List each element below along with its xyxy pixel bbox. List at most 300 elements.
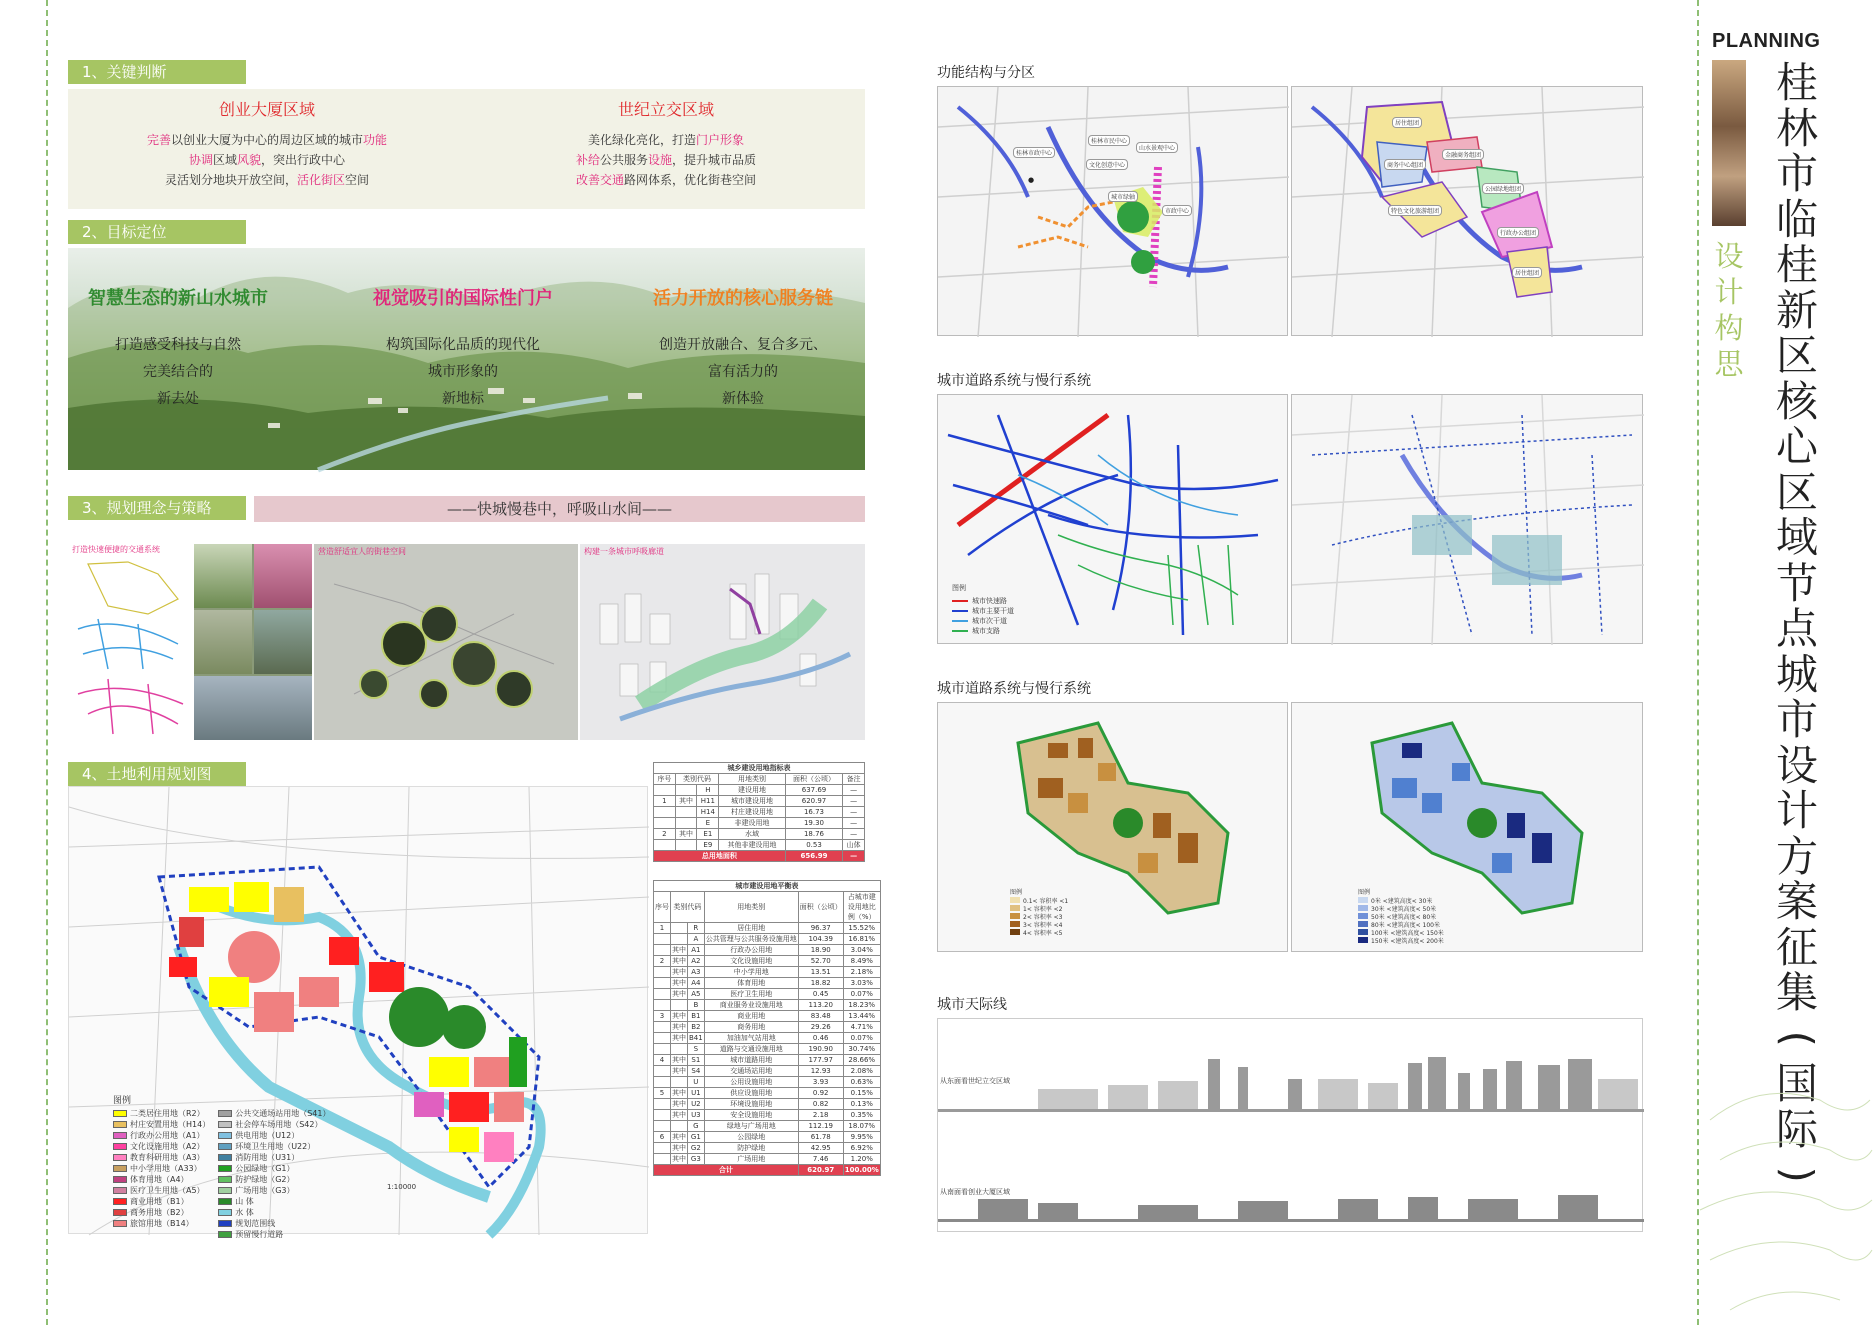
far-legend-title: 图例 [1010, 889, 1023, 896]
table2-cell: 3.93 [798, 1077, 843, 1088]
title-char: 临 [1775, 194, 1818, 244]
project-vertical-title [1772, 60, 1822, 1198]
table2-cell: 13.44% [843, 1011, 880, 1022]
land-legend-swatch [218, 1198, 232, 1205]
table2-h1: 类别代码 [671, 892, 705, 923]
height-legend-label: 50米 <建筑高度< 80米 [1371, 913, 1437, 921]
land-legend-item [218, 1174, 330, 1185]
highlight-text: 风貌 [237, 153, 262, 167]
table2-cell: 商务用地 [704, 1022, 798, 1033]
highlight-text: 改善交通 [575, 173, 624, 187]
far-legend-item [1010, 928, 1068, 936]
land-legend-item [113, 1218, 210, 1229]
table2-row [654, 1121, 881, 1132]
table1-h2: 用地类别 [719, 774, 785, 785]
table1-cell: — [843, 796, 865, 807]
land-legend-item [218, 1108, 330, 1119]
title-char: 域 [1775, 513, 1818, 562]
land-legend-label: 商务用地（B2） [130, 1208, 189, 1217]
table2-cell [654, 1154, 671, 1165]
table1-cell [654, 840, 676, 851]
table2-cell: 其中 [672, 1067, 686, 1075]
table2-cell: 0.46 [798, 1033, 843, 1044]
land-legend-swatch [113, 1110, 127, 1117]
table2-cell: 18.82 [798, 978, 843, 989]
strategy-street-photos [194, 544, 312, 740]
land-legend-swatch [218, 1176, 232, 1183]
table2-cell: 0.92 [798, 1088, 843, 1099]
table1-h3: 面积（公顷） [785, 774, 842, 785]
table1-cell: E1 [697, 829, 719, 840]
road-legend-label: 城市主要干道 [972, 607, 1014, 615]
key-left-column [68, 97, 466, 190]
table2-cell: 行政办公用地 [704, 945, 798, 956]
land-legend-right [218, 1108, 330, 1240]
table2-total-area: 620.97 [798, 1165, 843, 1176]
road-legend-label: 城市快速路 [972, 597, 1007, 605]
vision-line-1-2: 完美结合的 [143, 364, 213, 380]
land-legend-swatch [113, 1198, 127, 1205]
table1-row [654, 829, 865, 840]
zone-label: 金融商务组团 [1442, 149, 1484, 160]
table2-cell: 供应设施用地 [704, 1088, 798, 1099]
table2-row [654, 1088, 881, 1099]
table2-cell: 0.63% [843, 1077, 880, 1088]
table2-row [654, 1154, 881, 1165]
land-legend-label: 村庄安置用地（H14） [130, 1120, 211, 1129]
land-legend-item [218, 1130, 330, 1141]
land-legend-label: 二类居住用地（R2） [130, 1109, 205, 1118]
plain-text: 灵活划分地块开放空间， [164, 173, 297, 187]
title-char: ) [1772, 1166, 1822, 1183]
table2-cell: 其中 [672, 1111, 686, 1119]
key-left-line-1 [68, 130, 466, 150]
land-legend-swatch [113, 1143, 127, 1150]
table2-cell: U2 [688, 1099, 705, 1110]
table2-cell: 0.07% [843, 1033, 880, 1044]
land-legend-swatch [113, 1209, 127, 1216]
height-legend-label: 150米 <建筑高度< 200米 [1371, 937, 1444, 945]
table2-cell: B41 [689, 1034, 703, 1042]
table2-cell: 16.81% [843, 934, 880, 945]
height-svg [1292, 703, 1644, 953]
table2-cell: 42.95 [798, 1143, 843, 1154]
table1-h1: 类别代码 [675, 774, 719, 785]
title-char: 点 [1775, 604, 1818, 653]
table2-cell: 1 [654, 923, 671, 934]
table1-cell: 620.97 [785, 796, 842, 807]
road-legend-label: 城市支路 [972, 627, 1000, 635]
table2-row [654, 1077, 881, 1088]
land-legend-item [218, 1152, 330, 1163]
title-char: 林 [1775, 103, 1818, 153]
table2-row [654, 967, 881, 978]
far-legend-swatch [1010, 897, 1020, 903]
land-legend-item [218, 1119, 330, 1130]
street-space-map [314, 544, 578, 740]
title-char: 设 [1775, 740, 1818, 790]
table1-cell: — [843, 807, 865, 818]
table2-cell: 6.92% [843, 1143, 880, 1154]
land-legend-item [113, 1196, 210, 1207]
table2-body [654, 923, 881, 1165]
table2-row [654, 923, 881, 934]
table1-total-note: — [843, 851, 865, 862]
title-char: 桂 [1775, 240, 1818, 289]
table2-cell: 文化设施用地 [704, 956, 798, 967]
far-map [937, 702, 1288, 952]
function-label: 市政中心 [1162, 205, 1192, 216]
table1-row [654, 840, 865, 851]
land-legend-swatch [218, 1121, 232, 1128]
decorative-sketch [1700, 1060, 1873, 1325]
table1-cell: E9 [697, 840, 719, 851]
left-dashed-border [46, 0, 48, 1325]
table2-cell [654, 1022, 671, 1033]
title-function-structure: 功能结构与分区 [937, 65, 1035, 81]
table1-cell: H14 [697, 807, 719, 818]
plain-text: ，突出行政中心 [261, 153, 346, 167]
land-legend-title: 图例 [113, 1096, 132, 1106]
function-label: 桂林市民中心 [1088, 135, 1130, 146]
table1-cell [675, 785, 697, 796]
table2-cell [671, 1121, 688, 1132]
vision-col-2 [348, 284, 578, 413]
table2-cell: A3 [688, 967, 705, 978]
slow-system-svg [1292, 395, 1644, 645]
strategy-slogan: ——快城慢巷中，呼吸山水间—— [254, 496, 865, 522]
table1-row [654, 807, 865, 818]
zoning-map [1291, 86, 1643, 336]
table2-cell: 公园绿地 [704, 1132, 798, 1143]
table2-cell [654, 978, 671, 989]
height-legend-label: 30米 <建筑高度< 50米 [1371, 905, 1437, 913]
table1-cell: 16.73 [785, 807, 842, 818]
land-legend-item [113, 1185, 210, 1196]
land-legend-label: 防护绿地（G2） [235, 1175, 295, 1184]
table2-cell: 其中 [672, 1056, 686, 1064]
table1-cell: 0.53 [785, 840, 842, 851]
far-legend-swatch [1010, 905, 1020, 911]
table1-cell: — [843, 785, 865, 796]
table1-cell: 18.76 [785, 829, 842, 840]
table1-cell: 建设用地 [719, 785, 785, 796]
table1-cell: 水域 [719, 829, 785, 840]
table2-cell: 道路与交通设施用地 [704, 1044, 798, 1055]
road-legend-line [952, 600, 968, 602]
table2-cell: 18.07% [843, 1121, 880, 1132]
table2-cell: 其中 [672, 946, 686, 954]
table1-cell: 其中 [675, 796, 697, 807]
design-concept-subtitle [1712, 238, 1746, 382]
strategy-label-3: 构建一条城市呼吸廊道 [584, 547, 664, 556]
table2-cell: 其中 [672, 990, 686, 998]
table2-cell: 居住用地 [704, 923, 798, 934]
table2-cell [654, 967, 671, 978]
table1-title: 城乡建设用地指标表 [654, 763, 865, 774]
height-legend-swatch [1358, 905, 1368, 911]
land-legend-label: 中小学用地（A33） [130, 1164, 202, 1173]
table2-cell: 商业用地 [704, 1011, 798, 1022]
table2-cell [654, 1110, 671, 1121]
table2-cell: 其中 [672, 1144, 686, 1152]
table2-cell: 3.04% [843, 945, 880, 956]
plain-text: 空间 [345, 173, 370, 187]
key-left-line-2 [68, 150, 466, 170]
land-legend-label: 旅馆用地（B14） [130, 1219, 194, 1228]
table2-total-pct: 100.00% [844, 1166, 879, 1174]
table2-cell: 29.26 [798, 1022, 843, 1033]
land-legend-swatch [113, 1132, 127, 1139]
key-right-line-3 [467, 170, 865, 190]
subtitle-char: 构 [1714, 311, 1744, 345]
vision-line-2-1: 构筑国际化品质的现代化 [386, 337, 540, 353]
land-legend-label: 山 体 [235, 1197, 254, 1206]
table2-cell: 61.78 [798, 1132, 843, 1143]
land-legend-label: 消防用地（U31） [235, 1153, 300, 1162]
table2-row [654, 1011, 881, 1022]
table2-cell: 96.37 [798, 923, 843, 934]
title-char: ( [1772, 1030, 1822, 1047]
land-legend-item [113, 1152, 210, 1163]
road-legend-items [952, 596, 1014, 636]
vision-line-3-1: 创造开放融合、复合多元、 [659, 337, 827, 353]
table2-cell: U3 [688, 1110, 705, 1121]
road-legend-line [952, 630, 968, 632]
table1-cell [675, 840, 697, 851]
section4-heading: 4、土地利用规划图 [68, 762, 246, 786]
road-legend-line [952, 610, 968, 612]
table1-total-area: 656.99 [785, 851, 842, 862]
table2-cell: 其中 [672, 1089, 686, 1097]
title-char: 案 [1775, 877, 1818, 926]
subtitle-char: 设 [1714, 239, 1744, 273]
table2-cell: 绿地与广场用地 [704, 1121, 798, 1132]
function-label: 桂林市政中心 [1013, 147, 1055, 158]
height-legend-swatch [1358, 929, 1368, 935]
table2-row [654, 1099, 881, 1110]
title-char: 方 [1775, 831, 1818, 881]
land-legend-swatch [218, 1209, 232, 1216]
key-right-lines [467, 130, 865, 190]
corridor-3d-view [580, 544, 865, 740]
road-legend-item [952, 606, 1014, 616]
table2-cell: 5 [654, 1088, 671, 1099]
table2-cell [654, 989, 671, 1000]
table1-cell [675, 818, 697, 829]
table1-cell: 1 [654, 796, 676, 807]
table2-cell: 113.20 [798, 1000, 843, 1011]
table1-cell: 山体 [843, 840, 865, 851]
table2-cell [671, 1000, 688, 1011]
table2-row [654, 956, 881, 967]
table2-h4: 占城市建设用地比例（%） [843, 892, 880, 923]
table2-cell: 广场用地 [704, 1154, 798, 1165]
title-char: 国 [1775, 1059, 1818, 1108]
table1-row [654, 796, 865, 807]
table1-cell: 非建设用地 [719, 818, 785, 829]
far-legend-swatch [1010, 921, 1020, 927]
strategy-breathing-corridor [580, 544, 865, 740]
key-left-lines [68, 130, 466, 190]
table2-cell [654, 1044, 671, 1055]
title-char: 区 [1775, 467, 1818, 517]
table2-cell: 其中 [672, 957, 686, 965]
zone-label: 特色文化旅游组团 [1388, 205, 1442, 216]
table2-row [654, 1055, 881, 1066]
table2-total-label: 合计 [654, 1165, 799, 1176]
table2-row [654, 1132, 881, 1143]
table2-cell: 其中 [672, 968, 686, 976]
highlight-text: 协调 [188, 153, 213, 167]
table2-cell: 6 [654, 1132, 671, 1143]
land-legend-swatch [113, 1165, 127, 1172]
table2-cell: G [688, 1121, 705, 1132]
strategy-label-2: 营造舒适宜人的街巷空间 [318, 547, 406, 556]
table2-cell: 2.08% [843, 1066, 880, 1077]
table2-cell: 安全设施用地 [704, 1110, 798, 1121]
table2-cell: 公共管理与公共服务设施用地 [705, 935, 797, 943]
table2-cell: 13.51 [798, 967, 843, 978]
land-legend-item [113, 1163, 210, 1174]
land-legend-item [113, 1207, 210, 1218]
table2-cell [654, 1099, 671, 1110]
land-legend-label: 商业用地（B1） [130, 1197, 189, 1206]
height-legend-label: 100米 <建筑高度< 150米 [1371, 929, 1444, 937]
far-legend-swatch [1010, 913, 1020, 919]
far-legend-label: 4< 容积率 <5 [1023, 929, 1063, 937]
title-char: 节 [1775, 558, 1818, 608]
table2-row [654, 978, 881, 989]
road-legend-item [952, 616, 1014, 626]
land-legend-swatch [218, 1143, 232, 1150]
table2-cell [654, 1066, 671, 1077]
table2-cell: G1 [688, 1132, 705, 1143]
table1-cell: 637.69 [785, 785, 842, 796]
table2-cell: U1 [688, 1088, 705, 1099]
table1-cell: — [843, 829, 865, 840]
table1-cell: H11 [697, 796, 719, 807]
skyline-caption-2: 从南面看创业大厦区域 [940, 1188, 1010, 1196]
table1-cell: 其中 [675, 829, 697, 840]
key-left-line-3 [68, 170, 466, 190]
zone-label: 商务中心组团 [1384, 159, 1426, 170]
table2-cell: G3 [688, 1154, 705, 1165]
far-svg [938, 703, 1289, 953]
table2-cell [654, 1143, 671, 1154]
land-legend-item [218, 1229, 330, 1240]
land-legend-swatch [113, 1220, 127, 1227]
land-legend-swatch [218, 1231, 232, 1238]
land-legend-swatch [113, 1121, 127, 1128]
title-skyline: 城市天际线 [937, 997, 1007, 1013]
planning-label: PLANNING [1712, 30, 1821, 52]
land-legend-swatch [218, 1110, 232, 1117]
table2-cell: 18.90 [798, 945, 843, 956]
zone-label: 公园绿地组团 [1482, 183, 1524, 194]
table2-cell: 52.70 [798, 956, 843, 967]
road-system-map [937, 394, 1288, 644]
table2-cell: 0.13% [843, 1099, 880, 1110]
cover-thumbnail [1712, 60, 1746, 226]
strategy-traffic-diagrams [68, 544, 192, 740]
title-char: 计 [1775, 786, 1818, 835]
svg-text:●: ● [1028, 176, 1035, 184]
table2-cell: G2 [688, 1143, 705, 1154]
table2-cell: 其中 [672, 1100, 686, 1108]
table2-cell: 177.97 [798, 1055, 843, 1066]
far-legend-label: 0.1< 容积率 <1 [1023, 897, 1069, 905]
table2-cell: A5 [688, 989, 705, 1000]
table2-cell: 0.45 [798, 989, 843, 1000]
road-legend-label: 城市次干道 [972, 617, 1007, 625]
table1-cell: 2 [654, 829, 676, 840]
table2-cell: 0.82 [798, 1099, 843, 1110]
highlight-text: 补给 [575, 153, 600, 167]
table2-cell: 加油加气站用地 [704, 1033, 798, 1044]
skyline-svg [938, 1019, 1644, 1233]
vision-title-1: 智慧生态的新山水城市 [88, 288, 268, 309]
table2-cell: 12.93 [798, 1066, 843, 1077]
table2-cell: 9.95% [843, 1132, 880, 1143]
vision-banner [68, 248, 865, 470]
table1-cell: — [843, 818, 865, 829]
key-right-line-2 [467, 150, 865, 170]
title-char: 际 [1775, 1104, 1818, 1154]
traffic-sketch [68, 544, 192, 740]
height-legend-swatch [1358, 913, 1368, 919]
height-legend-label: 0米 <建筑高度< 30米 [1371, 897, 1433, 905]
table2-cell: 交通场站用地 [704, 1066, 798, 1077]
height-legend-title: 图例 [1358, 889, 1371, 896]
land-legend-item [113, 1119, 210, 1130]
table2-cell [654, 1121, 671, 1132]
title-char: 市 [1775, 695, 1818, 744]
table1-row [654, 785, 865, 796]
title-char: 核 [1775, 376, 1818, 426]
land-legend-item [218, 1218, 330, 1229]
table2-cell [671, 923, 688, 934]
table2-cell [654, 945, 671, 956]
land-legend-label: 体育用地（A4） [130, 1175, 189, 1184]
height-legend-swatch [1358, 921, 1368, 927]
table2-row [654, 1033, 881, 1044]
land-legend-label: 医疗卫生用地（A5） [130, 1186, 205, 1195]
skyline-caption-1: 从东面看世纪立交区域 [940, 1077, 1010, 1085]
road-legend-title: 图例 [952, 584, 966, 592]
table1-cell: 19.30 [785, 818, 842, 829]
table1-total-label: 总用地面积 [654, 851, 786, 862]
highlight-text: 门户形象 [696, 133, 745, 147]
table2-cell: 3 [654, 1011, 671, 1022]
table2-row [654, 1110, 881, 1121]
table2-row [654, 1000, 881, 1011]
table2-cell: 其中 [672, 1133, 686, 1141]
far-legend-label: 2< 容积率 <3 [1023, 913, 1063, 921]
table2-cell: S4 [688, 1066, 705, 1077]
land-legend-item [218, 1141, 330, 1152]
vision-col-1 [78, 284, 278, 413]
land-legend-swatch [218, 1187, 232, 1194]
far-legend [1010, 887, 1068, 936]
zone-label: 居住组团 [1512, 267, 1542, 278]
table2-cell: 体育用地 [704, 978, 798, 989]
land-legend-swatch [113, 1176, 127, 1183]
table2-cell [671, 934, 688, 945]
table1-cell [654, 785, 676, 796]
table2-cell: 其中 [672, 1034, 686, 1042]
land-legend-label: 公园绿地（G1） [235, 1164, 295, 1173]
